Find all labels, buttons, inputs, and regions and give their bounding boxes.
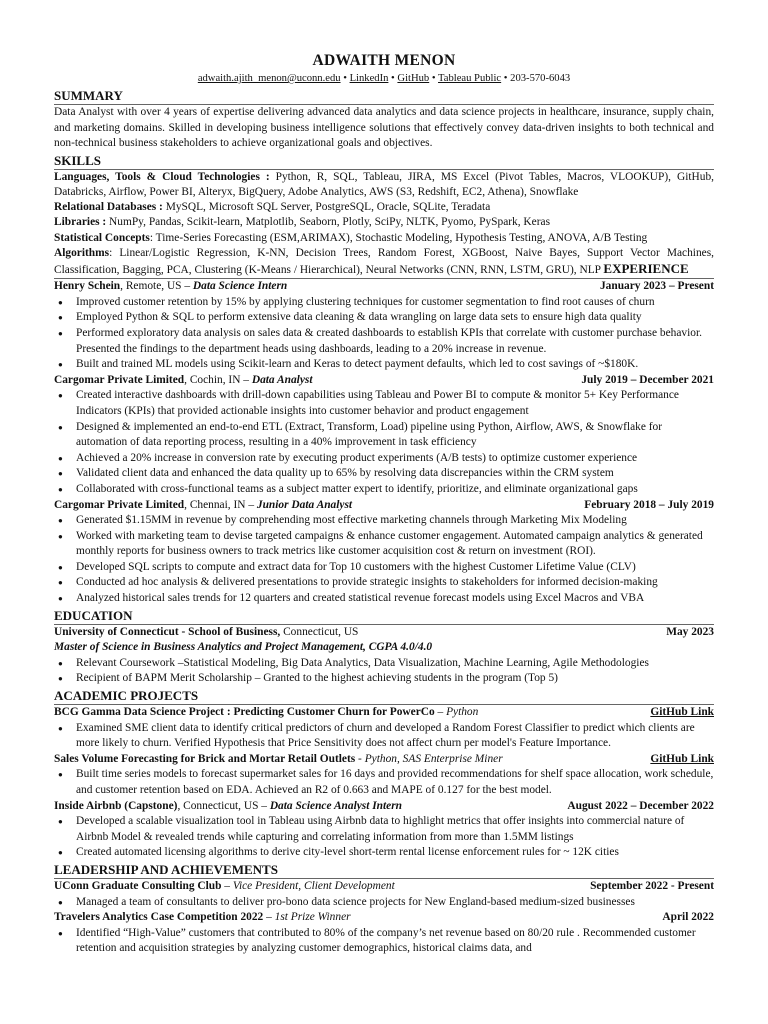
job-bullets xyxy=(54,513,714,607)
list-item: ● Managed a team of consultants to deliver pro-bono data science projects for New England-based medium-sized businesses xyxy=(54,895,714,911)
job-role: Junior Data Analyst xyxy=(256,498,353,511)
skill-row: Languages, Tools & Cloud Technologies : Python, R, SQL, Tableau, JIRA, MS Excel (Pivot Tables, Macros, VLOOKUP), GitHub, Databricks, Airflow, Power BI, Alteryx, BigQuery, Adobe Analytics, AWS (S3, Redshift, EC2, Athena), Snowflake xyxy=(54,170,714,198)
org-role: 1st Prize Winner xyxy=(274,911,351,924)
project: Sales Volume Forecasting for Brick and Mortar Retail Outlets - Python, SAS Enterprise Miner GitHub Link ● Built time series models to forecast supermarket sales for 16 days and provided recommendations for shelf space allocation, work schedule, and customer retention based on EDA. Achieved an R2 of 0.663 and MAPE of 0.127 for the best model. xyxy=(54,752,714,799)
job: Henry Schein, Remote, US – Data Science Intern January 2023 – Present ● Improved customer retention by 15% by applying clustering techniques for customer segmentation to find root causes of churn ● Employed Python & SQL to perform extensive data cleaning & data wrangling on large data sets to ensure high data quality ● Performed exploratory data analysis on sales data & created dashboards to establish KPIs that correlate with customer purchase behavior. Presented the findings to the department heads using dashboards, leading to a 20% increase in revenue. ● Built and trained ML models using Scikit-learn and Keras to detect payment defaults, which led to cost savings of ~$180K. xyxy=(54,279,714,373)
list-item: ● Designed & implemented an end-to-end ETL (Extract, Transform, Load) pipeline using Python, Airflow, AWS, & Snowflake for automation of data reporting process, resulting in a 40% improvement in task efficiency xyxy=(54,420,714,451)
list-item: ● Created interactive dashboards with drill-down capabilities using Tableau and Power BI to compute & monitor 5+ Key Performance Indicators (KPIs) that provided actionable insights into customer behavior and product engagement xyxy=(54,388,714,419)
list-item: ● Improved customer retention by 15% by applying clustering techniques for customer segmentation to find root causes of churn xyxy=(54,295,714,311)
experience-heading: EXPERIENCE xyxy=(603,261,689,276)
org-name: UConn Graduate Consulting Club xyxy=(54,879,222,892)
job-bullets xyxy=(54,388,714,497)
project: BCG Gamma Data Science Project : Predicting Customer Churn for PowerCo – Python GitHub Link ● Examined SME client data to identify critical predictors of churn and developed a Random Forest Classifier to predict which clients are more likely to churn. Verified Hypothesis that Price Sensitivity does not affect churn per model's Feature Importance. xyxy=(54,705,714,752)
job: Cargomar Private Limited, Chennai, IN – Junior Data Analyst February 2018 – July 2019 ● Generated $1.15MM in revenue by comprehending most effective marketing channels through Marketing Mix Modeling ● Worked with marketing team to devise targeted campaigns & enhance customer engagement. Automated campaign analytics & generated monthly reports for business owners to track metrics like customer acquisition cost & return on investment (ROI). ● Developed SQL scripts to compute and extract data for Top 10 customers with the highest Customer Lifetime Value (CLV) ● Conducted ad hoc analysis & delivered presentations to provide strategic insights to stakeholders for informed decision-making ● Analyzed historical sales trends for 12 quarters and created statistical revenue forecast models using Excel Macros and VBA xyxy=(54,498,714,607)
summary-text: Data Analyst with over 4 years of expertise delivering advanced data analytics and data science projects in healthcare, insurance, supply chain, and marketing domains. Skilled in developing business intelligence solutions that effectively convey data-driven insights to both technical and non-technical business stakeholders to achieve organizational goals and objectives. xyxy=(54,106,714,150)
org-role: Vice President, Client Development xyxy=(232,879,395,892)
project-tools: Python xyxy=(446,706,479,719)
list-item: ● Collaborated with cross-functional teams as a subject matter expert to identify, prioritize, and eliminate organizational gaps xyxy=(54,482,714,498)
list-item: ● Built time series models to forecast supermarket sales for 16 days and provided recommendations for shelf space allocation, work schedule, and customer retention based on EDA. Achieved an R2 of 0.663 and MAPE of 0.127 for the best model. xyxy=(54,767,714,798)
list-item: ● Achieved a 20% increase in conversion rate by executing product experiments (A/B tests) to optimize customer experience xyxy=(54,451,714,467)
job-date: January 2023 – Present xyxy=(599,280,714,293)
org-name: Travelers Analytics Case Competition 2022 xyxy=(54,911,264,924)
job-date: July 2019 – December 2021 xyxy=(581,373,714,386)
leadership-item: Travelers Analytics Case Competition 2022 – 1st Prize Winner April 2022 ● Identified “High-Value” customers that contributed to 80% of the company’s net revenue based on 80/20 rule . Recommended customer retention and acquisition strategies by analyzing customer demographics, historical claims data, and xyxy=(54,910,714,957)
github-project-link[interactable]: GitHub Link xyxy=(650,706,714,719)
github-link[interactable]: GitHub xyxy=(397,73,430,84)
project-tools: Data Science Analyst Intern xyxy=(269,799,402,812)
list-item: ● Developed a scalable visualization tool in Tableau using Airbnb data to highlight metrics that offer insights into commercial nature of Airbnb Model & revealed trends while capturing and correlating information from more than 1.5MM listings xyxy=(54,814,714,845)
project-date: August 2022 – December 2022 xyxy=(567,799,714,812)
projects-heading: ACADEMIC PROJECTS xyxy=(54,688,714,705)
project: Inside Airbnb (Capstone), Connecticut, US – Data Science Analyst Intern August 2022 – December 2022 ● Developed a scalable visualization tool in Tableau using Airbnb data to highlight metrics that offer insights into commercial nature of Airbnb Model & revealed trends while capturing and correlating information from more than 1.5MM listings ● Created automated licensing algorithms to derive city-level short-term rental license enforcement rules for ~ 12K cities xyxy=(54,799,714,861)
summary-heading: SUMMARY xyxy=(54,88,714,105)
school: University of Connecticut - School of Business, xyxy=(54,625,281,638)
list-item: ● Examined SME client data to identify critical predictors of churn and developed a Random Forest Classifier to predict which clients are more likely to churn. Verified Hypothesis that Price Sensitivity does not affect churn per model's Feature Importance. xyxy=(54,721,714,752)
list-item: ● Relevant Coursework –Statistical Modeling, Big Data Analytics, Data Visualization, Machine Learning, Agile Methodologies xyxy=(54,656,714,672)
list-item: ● Generated $1.15MM in revenue by comprehending most effective marketing channels through Marketing Mix Modeling xyxy=(54,513,714,529)
skills-heading: SKILLS xyxy=(54,153,714,170)
project-name: BCG Gamma Data Science Project : Predicting Customer Churn for PowerCo xyxy=(54,706,435,719)
job: Cargomar Private Limited, Cochin, IN – Data Analyst July 2019 – December 2021 ● Created interactive dashboards with drill-down capabilities using Tableau and Power BI to compute & monitor 5+ Key Performance Indicators (KPIs) that provided actionable insights into customer behavior and product engagement ● Designed & implemented an end-to-end ETL (Extract, Transform, Load) pipeline using Python, Airflow, AWS, & Snowflake for automation of data reporting process, resulting in a 40% improvement in task efficiency ● Achieved a 20% increase in conversion rate by executing product experiments (A/B tests) to optimize customer experience ● Validated client data and enhanced the data quality up to 65% by resolving data discrepancies within the CRM system ● Collaborated with cross-functional teams as a subject matter expert to identify, prioritize, and eliminate organizational gaps xyxy=(54,373,714,498)
github-project-link[interactable]: GitHub Link xyxy=(650,752,714,765)
skills-list xyxy=(54,170,714,278)
list-item: ● Analyzed historical sales trends for 12 quarters and created statistical revenue forecast models using Excel Macros and VBA xyxy=(54,591,714,607)
list-item: ● Validated client data and enhanced the data quality up to 65% by resolving data discrepancies within the CRM system xyxy=(54,466,714,482)
list-item: ● Performed exploratory data analysis on sales data & created dashboards to establish KPIs that correlate with customer purchase behavior. Presented the findings to the department heads using dashboards, leading to a 20% increase in revenue. xyxy=(54,326,714,357)
project-tools: Python, SAS Enterprise Miner xyxy=(364,752,503,765)
list-item: ● Recipient of BAPM Merit Scholarship – Granted to the highest achieving students in the program (Top 5) xyxy=(54,671,714,687)
job-role: Data Science Intern xyxy=(192,280,288,293)
skill-row: Libraries : NumPy, Pandas, Scikit-learn, Matplotlib, Seaborn, Plotly, SciPy, NLTK, Pyomo, PySpark, Keras xyxy=(54,216,550,229)
list-item: ● Created automated licensing algorithms to derive city-level short-term rental license enforcement rules for ~ 12K cities xyxy=(54,845,714,861)
leadership-item: UConn Graduate Consulting Club – Vice President, Client Development September 2022 - Present ● Managed a team of consultants to deliver pro-bono data science projects for New England-based medium-sized businesses xyxy=(54,879,714,910)
education-heading: EDUCATION xyxy=(54,608,714,625)
education-date: May 2023 xyxy=(666,625,714,638)
candidate-name: ADWAITH MENON xyxy=(312,52,456,69)
skill-row: Algorithms: Linear/Logistic Regression, K-NN, Decision Trees, Random Forest, XGBoost, Naive Bayes, Support Vector Machines, Classification, Bagging, PCA, Clustering (K-Means / Hierarchical), Neural Networks (CNN, RNN, LSTM, GRU), NLP EXPERIENCE xyxy=(54,246,714,276)
project-name: Sales Volume Forecasting for Brick and Mortar Retail Outlets xyxy=(54,752,356,765)
linkedin-link[interactable]: LinkedIn xyxy=(349,73,389,84)
list-item: ● Identified “High-Value” customers that contributed to 80% of the company’s net revenue based on 80/20 rule . Recommended customer retention and acquisition strategies by analyzing customer demographics, historical claims data, and xyxy=(54,926,714,957)
list-item: ● Conducted ad hoc analysis & delivered presentations to provide strategic insights to stakeholders for informed decision-making xyxy=(54,575,714,591)
company: Cargomar Private Limited xyxy=(54,373,185,386)
email-link[interactable]: adwaith.ajith_menon@uconn.edu xyxy=(197,73,341,84)
list-item: ● Worked with marketing team to devise targeted campaigns & enhance customer engagement. Automated campaign analytics & generated monthly reports for business owners to track metrics like customer acquisition cost & return on investment (ROI). xyxy=(54,529,714,560)
education-bullets xyxy=(54,656,714,687)
job-bullets xyxy=(54,295,714,373)
company: Cargomar Private Limited xyxy=(54,498,185,511)
skill-row: Relational Databases : MySQL, Microsoft SQL Server, PostgreSQL, Oracle, SQLite, Teradata xyxy=(54,201,491,214)
list-item: ● Developed SQL scripts to compute and extract data for Top 10 customers with the highest Customer Lifetime Value (CLV) xyxy=(54,560,714,576)
company: Henry Schein xyxy=(54,280,121,293)
skill-row: Statistical Concepts: Time-Series Forecasting (ESM,ARIMAX), Stochastic Modeling, Hypothesis Testing, ANOVA, A/B Testing xyxy=(54,231,648,244)
project-name: Inside Airbnb (Capstone) xyxy=(54,799,178,812)
resume-page: ADWAITH MENON adwaith.ajith_menon@uconn.edu • LinkedIn • GitHub • Tableau Public • 203-570-6043 SUMMARY Data Analyst with over 4 years of expertise delivering advanced data analytics and data science projects in healthcare, insurance, supply chain, and marketing domains. Skilled in developing business intelligence solutions that effectively convey data-driven insights to both technical and non-technical business stakeholders to achieve organizational goals and objectives. SKILLS Languages, Tools & Cloud Technologies : Python, R, SQL, Tableau, JIRA, MS Excel (Pivot Tables, Macros, VLOOKUP), GitHub, Databricks, Airflow, Power BI, Alteryx, BigQuery, Adobe Analytics, AWS (S3, Redshift, EC2, Athena), Snowflake Relational Databases : MySQL, Microsoft SQL Server, PostgreSQL, Oracle, SQLite, Teradata Libraries : NumPy, Pandas, Scikit-learn, Matplotlib, Seaborn, Plotly, SciPy, NLTK, Pyomo, PySpark, Keras Statistical Concepts: Time-Series Forecasting (ESM,ARIMAX), Stochastic Modeling, Hypothesis Testing, ANOVA, A/B Testing Algorithms: Linear/Logistic Regression, K-NN, Decision Trees, Random Forest, XGBoost, Naive Bayes, Support Vector Machines, Classification, Bagging, PCA, Clustering (K-Means / Hierarchical), Neural Networks (CNN, RNN, LSTM, GRU), NLP EXPERIENCE Henry Schein, Remote, US – Data Science Intern January 2023 – Present ● Improved customer retention by 15% by applying clustering techniques for customer segmentation to find root causes of churn ● Employed Python & SQL to perform extensive data cleaning & data wrangling on large data sets to ensure high data quality ● Performed exploratory data analysis on sales data & created dashboards to establish KPIs that correlate with customer purchase behavior. Presented the findings to the department heads using dashboards, leading to a 20% increase in revenue. ● Built and trained ML models using Scikit-learn and Keras to detect payment defaults, which led to cost savings of ~$180K. Cargomar Private Limited, Cochin, IN – Data Analyst July 2019 – December 2021 ● Created interactive dashboards with drill-down capabilities using Tableau and Power BI to compute & monitor 5+ Key Performance Indicators (KPIs) that provided actionable insights into customer behavior and product engagement ● Designed & implemented an end-to-end ETL (Extract, Transform, Load) pipeline using Python, Airflow, AWS, & Snowflake for automation of data reporting process, resulting in a 40% improvement in task efficiency ● Achieved a 20% increase in conversion rate by executing product experiments (A/B tests) to optimize customer experience ● Validated client data and enhanced the data quality up to 65% by resolving data discrepancies within the CRM system ● Collaborated with cross-functional teams as a subject matter expert to identify, prioritize, and eliminate organizational gaps Cargomar Private Limited, Chennai, IN – Junior Data Analyst February 2018 – July 2019 ● Generated $1.15MM in revenue by comprehending most effective marketing channels through Marketing Mix Modeling ● Worked with marketing team to devise targeted campaigns & enhance customer engagement. Automated campaign analytics & generated monthly reports for business owners to track metrics like customer acquisition cost & return on investment (ROI). ● Developed SQL scripts to compute and extract data for Top 10 customers with the highest Customer Lifetime Value (CLV) ● Conducted ad hoc analysis & delivered presentations to provide strategic insights to stakeholders for informed decision-making ● Analyzed historical sales trends for 12 quarters and created statistical revenue forecast models using Excel Macros and VBA EDUCATION University of Connecticut - School of Business, Connecticut, US May 2023 Master of Science in Business Analytics and Project Management, CGPA 4.0/4.0 ● Relevant Coursework –Statistical Modeling, Big Data Analytics, Data Visualization, Machine Learning, Agile Methodologies ● Recipient of BAPM Merit Scholarship – Granted to the highest achieving students in the program (Top 5) ACADEMIC PROJECTS BCG Gamma Data Science Project : Predicting Customer Churn for PowerCo – Python GitHub Link ● Examined SME client data to identify critical predictors of churn and developed a Random Forest Classifier to predict which clients are more likely to churn. Verified Hypothesis that Price Sensitivity does not affect churn per model's Feature Importance. Sales Volume Forecasting for Brick and Mortar Retail Outlets - Python, SAS Enterprise Miner GitHub Link ● Built time series models to forecast supermarket sales for 16 days and provided recommendations for shelf space allocation, work schedule, and customer retention based on EDA. Achieved an R2 of 0.663 and MAPE of 0.127 for the best model. Inside Airbnb (Capstone), Connecticut, US – Data Science Analyst Intern August 2022 – December 2022 ● Developed a scalable visualization tool in Tableau using Airbnb data to highlight metrics that offer insights into commercial nature of Airbnb Model & revealed trends while capturing and correlating information from more than 1.5MM listings ● Created automated licensing algorithms to derive city-level short-term rental license enforcement rules for ~ 12K cities LEADERSHIP AND ACHIEVEMENTS UConn Graduate Consulting Club – Vice President, Client Development September 2022 - Present ● Managed a team of consultants to deliver pro-bono data science projects for New England-based medium-sized businesses Travelers Analytics Case Competition 2022 – 1st Prize Winner April 2022 ● Identified “High-Value” customers that contributed to 80% of the company’s net revenue based on 80/20 rule . Recommended customer retention and acquisition strategies by analyzing customer demographics, historical claims data, and xyxy=(54,50,714,957)
contact-line: adwaith.ajith_menon@uconn.edu • LinkedIn • GitHub • Tableau Public • 203-570-6043 xyxy=(197,73,571,84)
org-date: April 2022 xyxy=(662,911,714,924)
job-role: Data Analyst xyxy=(251,373,313,386)
tableau-link[interactable]: Tableau Public xyxy=(438,73,502,84)
org-date: September 2022 - Present xyxy=(590,879,714,892)
phone: 203-570-6043 xyxy=(510,73,571,84)
list-item: ● Employed Python & SQL to perform extensive data cleaning & data wrangling on large data sets to ensure high data quality xyxy=(54,310,714,326)
degree: Master of Science in Business Analytics and Project Management, CGPA 4.0/4.0 xyxy=(54,641,433,654)
list-item: ● Built and trained ML models using Scikit-learn and Keras to detect payment defaults, which led to cost savings of ~$180K. xyxy=(54,357,714,373)
job-date: February 2018 – July 2019 xyxy=(584,498,714,511)
leadership-heading: LEADERSHIP AND ACHIEVEMENTS xyxy=(54,862,714,879)
